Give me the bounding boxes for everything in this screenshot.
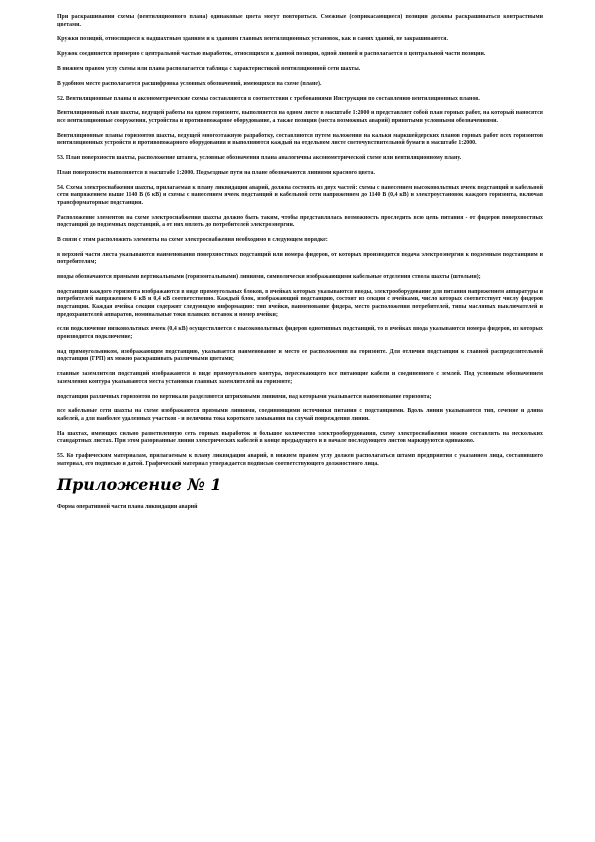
paragraph: все кабельные сети шахты на схеме изображаются прямыми линиями, соединяющими источники питания с подстанциями. Вдоль линии указываются тип, сечение и длина кабелей, а для наиболее удаленных участков - и величина тока короткого замыкания на случай повреждения линии. bbox=[57, 408, 543, 422]
paragraph: если подключение низковольтных ячеек (0,4 кВ) осуществляется с высоковольтных фидеров однотипных подстанций, то в ячейках ввода указываются номера фидеров, из которых производится подключение; bbox=[57, 326, 543, 341]
paragraph: План поверхности выполняется в масштабе 1:2000. Подъездные пути на плане обозначаются линиями красного цвета. bbox=[57, 169, 376, 176]
appendix-caption: Форма оперативной части плана ликвидации аварий bbox=[57, 504, 198, 511]
paragraph: Кружки позиций, относящиеся к надшахтным зданиям и к зданиям главных вентиляционных установок, как и самих зданий, не закрашиваются. bbox=[57, 36, 448, 43]
paragraph: 53. План поверхности шахты, расположение штанга, условные обозначения плана аналогичны аксонометрической схеме или вентиляционному плану. bbox=[57, 155, 462, 162]
paragraph: 55. Ко графическим материалам, прилагаемым к плану ликвидации аварий, в нижнем правом углу должен располагаться штамп предприятия с указанием лица, составившего материал, его подписью и датой. Графический материал утверждается подписью соответствующего должностного лица. bbox=[57, 453, 543, 467]
paragraph: Вентиляционный план шахты, ведущей работы на одном горизонте, выполняется на одном листе в масштабе 1:2000 и представляет собой план горных работ, на который наносятся все вентиляционные сооружения, устройства и противопожарное оборудование, а также позиции (места возможных аварий) принятыми условными обозначениями. bbox=[57, 110, 543, 124]
appendix-heading: Приложение № 1 bbox=[57, 475, 222, 495]
paragraph: подстанции каждого горизонта изображаются в виде прямоугольных блоков, в ячейках которых указываются вводы, электрооборудование для питания напряжением аппаратуры и потребителей напряжением 6 кВ и 0,4 кВ соответственно. Каждый блок, изображающий подстанцию, состоит из секции с ячейками, число которых соответствует числу фидеров подстанции. Каждая ячейка секции содержит следующую информацию: тип ячейки, наименование фидера, место расположения потребителей, типы масляных выключателей и предохранителей аппаратов, номинальные токи плавких вставок и номер ячейки; bbox=[57, 288, 543, 318]
paragraph: Кружок соединяется примерно с центральной частью выработок, относящихся к данной позиции, одной линией и располагается в центральной части позиции. bbox=[57, 51, 486, 58]
paragraph: В связи с этим расположить элементы на схеме электроснабжения необходимо в следующем порядке: bbox=[57, 236, 328, 243]
paragraph: Расположение элементов на схеме электроснабжения шахты должно быть таким, чтобы представлялась возможность проследить всю цепь питания - от фидеров поверхностных подстанций до подземных подстанций, а от них вплоть до потребителей электроэнергии. bbox=[57, 214, 543, 229]
paragraph: подстанции различных горизонтов по вертикали разделяются штриховыми линиями, над которыми указывается наименование горизонта; bbox=[57, 393, 432, 400]
paragraph: в верхней части листа указываются наименования поверхностных подстанций или номера фидеров, от которых производится подача электроэнергии к подземным подстанциям и потребителям; bbox=[57, 251, 543, 266]
paragraph: В нижнем правом углу схемы или плана располагается таблица с характеристикой вентиляционной сети шахты. bbox=[57, 65, 361, 72]
paragraph: 54. Схема электроснабжения шахты, прилагаемая к плану ликвидации аварий, должна состоять из двух частей: схемы с нанесением высоковольтных ячеек подстанций и кабельной сети напряжением выше 1140 В (6 кВ) и схемы с нанесением ячеек подстанций и кабельной сети напряжением до 1140 В (0,4 кВ) и электроустановок каждого горизонта, включая трансформаторные подстанции. bbox=[57, 184, 543, 206]
paragraph: над прямоугольником, изображающим подстанцию, указывается наименование и место ее расположения на горизонте. Для отличия подстанции к главной распределительной подстанции (ГРП) их можно раскрашивать различными цветами; bbox=[57, 348, 543, 363]
paragraph: главные заземлители подстанций изображаются в виде прямоугольного контура, пересекающего все питающие кабели и соединенного с землей. Под условным обозначением заземления контура указываются места установки главных заземлителей на горизонте; bbox=[57, 371, 543, 385]
paragraph: В удобном месте располагается расшифровка условных обозначений, имеющихся на схеме (плане). bbox=[57, 80, 322, 87]
paragraph: вводы обозначаются прямыми вертикальными (горизонтальными) линиями, символически изображающими кабельные отделения ствола шахты (штольни); bbox=[57, 274, 481, 281]
paragraph: На шахтах, имеющих сильно разветвленную сеть горных выработок и большое количество электрооборудования, схему электроснабжения можно составлять на нескольких стандартных листах. При этом разорванные линии электрических кабелей в конце предыдущего и в начале последующего листов маркируются одинаково. bbox=[57, 430, 543, 445]
paragraph: При раскрашивании схемы (вентиляционного плана) одинаковые цвета могут повторяться. Смежные (соприкасающиеся) позиции должны раскрашиваться контрастными цветами. bbox=[57, 14, 543, 28]
paragraph: 52. Вентиляционные планы и аксонометрические схемы составляются в соответствии с требованиями Инструкции по составлению вентиляционных планов. bbox=[57, 95, 480, 102]
document-body bbox=[57, 14, 543, 468]
paragraph: Вентиляционные планы горизонтов шахты, ведущей многоэтажную разработку, составляются путем наложения на кальки маркшейдерских планов горных работ всех горизонтов вентиляционных устройств и противопожарного оборудования и выполняются каждый на отдельном листе светочувствительной бумаги в масштабе 1:2000. bbox=[57, 132, 543, 147]
